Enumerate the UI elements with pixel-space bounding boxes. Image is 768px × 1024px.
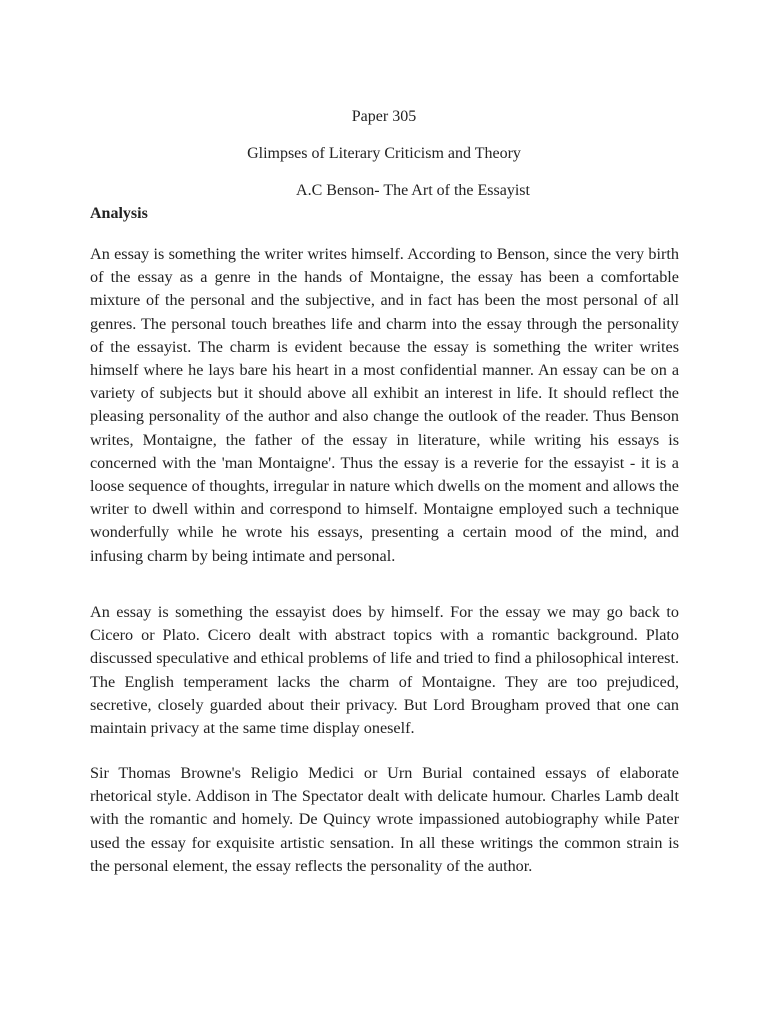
body-paragraph-1: An essay is something the writer writes himself. According to Benson, since the very birth of the essay as a genre in the hands of Montaigne, the essay has been a comfortable mixture of the personal and the subjective, and in fact has been the most personal of all genres. The personal touch breathes life and charm into the essay through the personality of the essayist. The charm is evident because the essay is something the writer writes himself where he lays bare his heart in a most confidential manner. An essay can be on a variety of subjects but it should above all exhibit an interest in life. It should reflect the pleasing personality of the author and also change the outlook of the reader. Thus Benson writes, Montaigne, the father of the essay in literature, while writing his essays is concerned with the 'man Montaigne'. Thus the essay is a reverie for the essayist - it is a loose sequence of thoughts, irregular in nature which dwells on the moment and allows the writer to dwell within and correspond to himself. Montaigne employed such a technique wonderfully while he wrote his essays, presenting a certain mood of the mind, and infusing charm by being intimate and personal.	[90, 245, 679, 565]
section-heading: Analysis	[90, 205, 148, 222]
essay-title-line	[0, 181, 768, 201]
essay-title: A.C Benson- The Art of the Essayist	[296, 182, 530, 199]
body-paragraph-3: Sir Thomas Browne's Religio Medici or Urn Burial contained essays of elaborate rhetorical style. Addison in The Spectator dealt with delicate humour. Charles Lamb dealt with the romantic and homely. De Quincy wrote impassioned autobiography while Pater used the essay for exquisite artistic sensation. In all these writings the common strain is the personal element, the essay reflects the personality of the author.	[90, 764, 679, 875]
course-title: Glimpses of Literary Criticism and Theory	[247, 145, 521, 162]
paper-number: Paper 305	[351, 108, 417, 125]
body-paragraph-2: An essay is something the essayist does by himself. For the essay we may go back to Cicero or Plato. Cicero dealt with abstract topics with a romantic background. Plato discussed speculative and ethical problems of life and tried to find a philosophical interest. The English temperament lacks the charm of Montaigne. They are too prejudiced, secretive, closely guarded about their privacy. But Lord Brougham proved that one can maintain privacy at the same time display oneself.	[90, 603, 679, 738]
